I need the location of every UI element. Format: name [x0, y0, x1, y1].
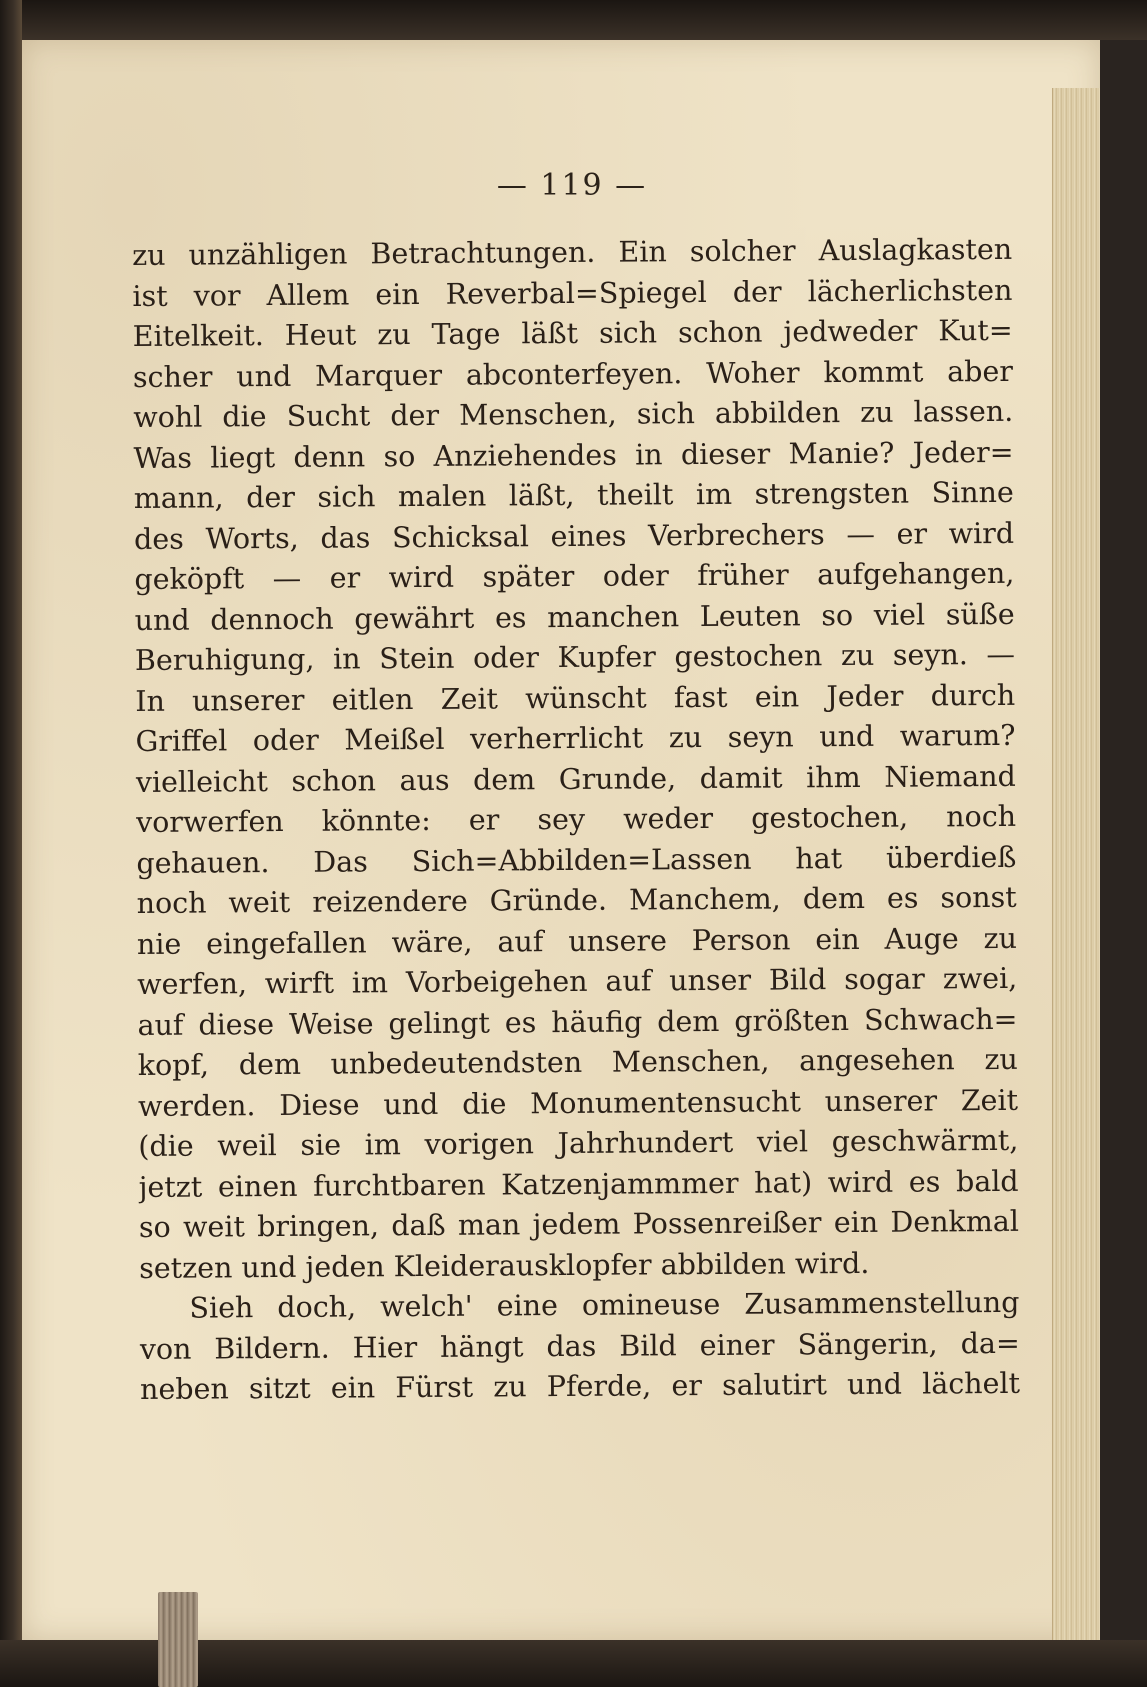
text-line: ist vor Allem ein Reverbal=Spiegel der lächerlichsten	[132, 273, 1013, 313]
text-line: (die weil sie im vorigen Jahrhundert viel geschwärmt,	[138, 1123, 1019, 1163]
text-line: und dennoch gewährt es manchen Leuten so viel süße	[134, 597, 1015, 637]
text-line: In unserer eitlen Zeit wünscht fast ein Jeder durch	[135, 678, 1016, 718]
scan-top-border	[0, 0, 1147, 40]
text-line: von Bildern. Hier hängt das Bild einer Sängerin, da=	[139, 1326, 1020, 1366]
page-body-text	[132, 230, 1020, 1411]
text-line: des Worts, das Schicksal eines Verbrechers — er wird	[134, 516, 1015, 556]
text-line: zu unzähligen Betrachtungen. Ein solcher Auslagkasten	[132, 232, 1013, 272]
bookmark-ribbon	[158, 1592, 198, 1687]
text-line: scher und Marquer abconterfeyen. Woher kommt aber	[132, 354, 1014, 394]
book-page	[22, 40, 1100, 1640]
text-line: jetzt einen furchtbaren Katzenjammmer hat) wird es bald	[138, 1164, 1019, 1204]
page-edge-stack	[1052, 88, 1100, 1648]
book-spine-edge	[0, 0, 22, 1687]
text-line-paragraph-start: Sieh doch, welch' eine omineuse Zusammenstellung	[189, 1285, 1020, 1325]
text-line: geköpft — er wird später oder früher aufgehangen,	[134, 556, 1015, 596]
text-line: kopf, dem unbedeutendsten Menschen, angesehen zu	[137, 1042, 1018, 1082]
text-line: werden. Diese und die Monumentensucht unserer Zeit	[137, 1083, 1019, 1123]
text-line: gehauen. Das Sich=Abbilden=Lassen hat überdieß	[136, 840, 1017, 880]
text-line: nie eingefallen wäre, auf unsere Person ein Auge zu	[136, 921, 1018, 961]
text-line: vielleicht schon aus dem Grunde, damit ihm Niemand	[135, 759, 1016, 799]
text-line: Eitelkeit. Heut zu Tage läßt sich schon jedweder Kut=	[132, 313, 1013, 353]
text-line: Was liegt denn so Anziehendes in dieser Manie? Jeder=	[133, 435, 1014, 475]
page-number: — 119 —	[496, 168, 648, 203]
text-line: neben sitzt ein Fürst zu Pferde, er salutirt und lächelt	[139, 1366, 1021, 1406]
text-line: setzen und jeden Kleiderausklopfer abbilden wird.	[139, 1246, 870, 1285]
text-line: werfen, wirft im Vorbeigehen auf unser Bild sogar zwei,	[137, 961, 1018, 1001]
text-line: auf diese Weise gelingt es häufig dem größten Schwach=	[137, 1002, 1018, 1042]
text-line: Griffel oder Meißel verherrlicht zu seyn und warum?	[135, 718, 1016, 758]
text-line: vorwerfen könnte: er sey weder gestochen, noch	[135, 799, 1017, 839]
text-line: wohl die Sucht der Menschen, sich abbilden zu lassen.	[133, 394, 1014, 434]
text-line: so weit bringen, daß man jedem Possenreißer ein Denkmal	[138, 1204, 1020, 1244]
text-line: Beruhigung, in Stein oder Kupfer gestochen zu seyn. —	[134, 637, 1016, 677]
text-line: noch weit reizendere Gründe. Manchem, dem es sonst	[136, 880, 1017, 920]
text-line: mann, der sich malen läßt, theilt im strengsten Sinne	[133, 475, 1014, 515]
